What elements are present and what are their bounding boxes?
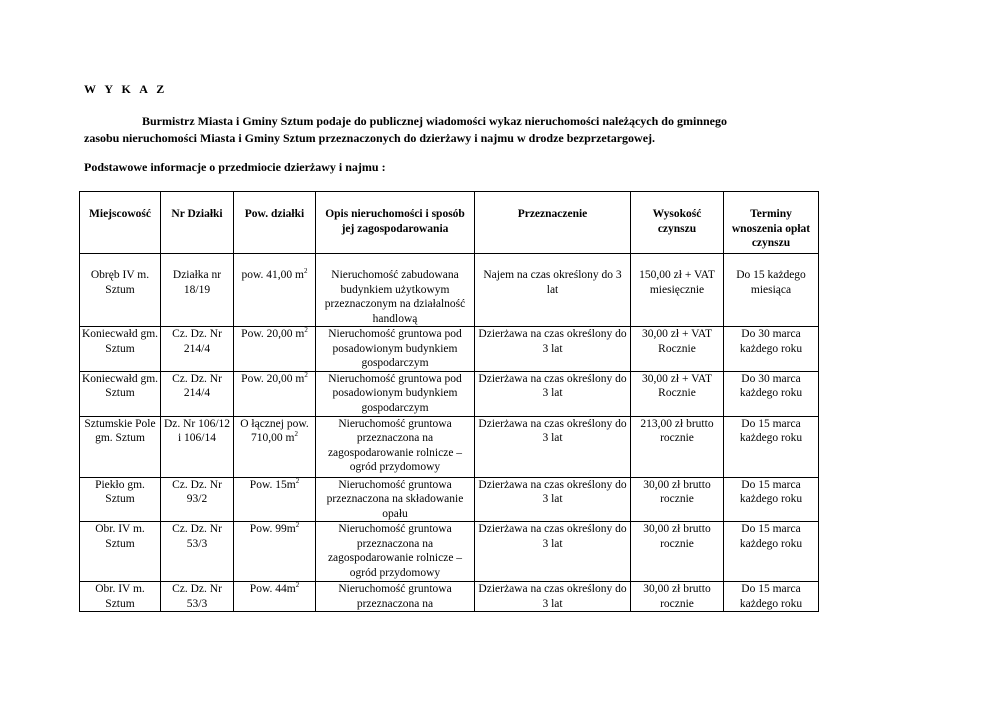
cell-payment-terms: Do 15 marca każdego roku xyxy=(724,477,819,522)
cell-location: Koniecwałd gm. Sztum xyxy=(80,327,161,372)
cell-plot-number: Cz. Dz. Nr 53/3 xyxy=(161,522,234,582)
area-value: Pow. 99m xyxy=(249,523,296,535)
cell-description: Nieruchomość gruntowa pod posadowionym budynkiem gospodarczym xyxy=(316,371,475,416)
intro-paragraph xyxy=(84,113,884,147)
cell-plot-number: Działka nr 18/19 xyxy=(161,254,234,327)
cell-rent: 30,00 zł + VAT Rocznie xyxy=(631,371,724,416)
cell-purpose: Najem na czas określony do 3 lat xyxy=(475,254,631,327)
intro-line-1: Burmistrz Miasta i Gminy Sztum podaje do publicznej wiadomości wykaz nieruchomości należących do gminnego xyxy=(142,114,727,128)
cell-location: Obręb IV m. Sztum xyxy=(80,254,161,327)
area-value: pow. 41,00 m xyxy=(241,269,304,281)
cell-rent: 30,00 zł + VAT Rocznie xyxy=(631,327,724,372)
table-row xyxy=(80,522,819,582)
property-table xyxy=(79,191,819,612)
cell-plot-number: Cz. Dz. Nr 93/2 xyxy=(161,477,234,522)
header-plot-area: Pow. działki xyxy=(234,192,316,254)
subheading: Podstawowe informacje o przedmiocie dzierżawy i najmu : xyxy=(84,160,386,174)
cell-rent: 213,00 zł brutto rocznie xyxy=(631,416,724,477)
cell-description: Nieruchomość gruntowa przeznaczona na składowanie opału xyxy=(316,477,475,522)
cell-description: Nieruchomość zabudowana budynkiem użytkowym przeznaczonym na działalność handlową xyxy=(316,254,475,327)
area-unit-superscript: 2 xyxy=(304,267,308,276)
table-row xyxy=(80,254,819,327)
header-purpose: Przeznaczenie xyxy=(475,192,631,254)
cell-plot-area xyxy=(234,522,316,582)
cell-plot-number: Cz. Dz. Nr 214/4 xyxy=(161,371,234,416)
cell-plot-area xyxy=(234,371,316,416)
area-value: Pow. 20,00 m xyxy=(241,372,305,385)
cell-payment-terms: Do 30 marca każdego roku xyxy=(724,327,819,372)
cell-location: Obr. IV m. Sztum xyxy=(80,582,161,612)
cell-plot-number: Cz. Dz. Nr 53/3 xyxy=(161,582,234,612)
cell-payment-terms: Do 15 marca każdego roku xyxy=(724,522,819,582)
cell-rent: 30,00 zł brutto rocznie xyxy=(631,477,724,522)
header-payment-terms: Terminy wnoszenia opłat czynszu xyxy=(724,192,819,254)
cell-location: Koniecwałd gm. Sztum xyxy=(80,371,161,416)
cell-plot-number: Cz. Dz. Nr 214/4 xyxy=(161,327,234,372)
cell-description: Nieruchomość gruntowa przeznaczona na xyxy=(316,582,475,612)
cell-plot-area xyxy=(234,327,316,372)
intro-line-2: zasobu nieruchomości Miasta i Gminy Sztum przeznaczonych do dzierżawy i najmu w drodze bezprzetargowej. xyxy=(84,131,656,145)
table-row xyxy=(80,477,819,522)
area-unit-superscript: 2 xyxy=(304,370,308,379)
area-unit-superscript: 2 xyxy=(295,521,300,530)
area-unit-superscript: 2 xyxy=(304,326,308,335)
area-unit-superscript: 2 xyxy=(295,581,300,590)
cell-purpose: Dzierżawa na czas określony do 3 lat xyxy=(475,477,631,522)
cell-description: Nieruchomość gruntowa przeznaczona na zagospodarowanie rolnicze – ogród przydomowy xyxy=(316,522,475,582)
cell-description: Nieruchomość gruntowa przeznaczona na zagospodarowanie rolnicze – ogród przydomowy xyxy=(316,416,475,477)
area-value: Pow. 15m xyxy=(249,478,296,491)
table-row xyxy=(80,416,819,477)
cell-plot-area xyxy=(234,254,316,327)
cell-description: Nieruchomość gruntowa pod posadowionym budynkiem gospodarczym xyxy=(316,327,475,372)
table-row xyxy=(80,582,819,612)
table-row xyxy=(80,327,819,372)
header-rent: Wysokość czynszu xyxy=(631,192,724,254)
cell-location: Piekło gm. Sztum xyxy=(80,477,161,522)
cell-plot-area xyxy=(234,477,316,522)
area-value: Pow. 20,00 m xyxy=(241,328,305,340)
table-row xyxy=(80,371,819,416)
header-location: Miejscowość xyxy=(80,192,161,254)
area-value: O łącznej pow. 710,00 m xyxy=(240,417,309,444)
cell-purpose: Dzierżawa na czas określony do 3 lat xyxy=(475,522,631,582)
cell-rent: 150,00 zł + VAT miesięcznie xyxy=(631,254,724,327)
area-value: Pow. 44m xyxy=(249,583,296,595)
area-unit-superscript: 2 xyxy=(294,430,298,439)
cell-purpose: Dzierżawa na czas określony do 3 lat xyxy=(475,416,631,477)
cell-payment-terms: Do 15 marca każdego roku xyxy=(724,416,819,477)
cell-location: Obr. IV m. Sztum xyxy=(80,522,161,582)
document-title: W Y K A Z xyxy=(84,82,168,96)
table-header-row xyxy=(80,192,819,254)
area-unit-superscript: 2 xyxy=(295,476,300,485)
cell-payment-terms: Do 15 marca każdego roku xyxy=(724,582,819,612)
cell-payment-terms: Do 30 marca każdego roku xyxy=(724,371,819,416)
cell-plot-area xyxy=(234,582,316,612)
cell-plot-number: Dz. Nr 106/12 i 106/14 xyxy=(161,416,234,477)
cell-rent: 30,00 zł brutto rocznie xyxy=(631,582,724,612)
header-plot-number: Nr Działki xyxy=(161,192,234,254)
header-description: Opis nieruchomości i sposób jej zagospodarowania xyxy=(316,192,475,254)
cell-payment-terms: Do 15 każdego miesiąca xyxy=(724,254,819,327)
cell-rent: 30,00 zł brutto rocznie xyxy=(631,522,724,582)
cell-purpose: Dzierżawa na czas określony do 3 lat xyxy=(475,327,631,372)
cell-purpose: Dzierżawa na czas określony do 3 lat xyxy=(475,371,631,416)
cell-purpose: Dzierżawa na czas określony do 3 lat xyxy=(475,582,631,612)
cell-plot-area xyxy=(234,416,316,477)
cell-location: Sztumskie Pole gm. Sztum xyxy=(80,416,161,477)
